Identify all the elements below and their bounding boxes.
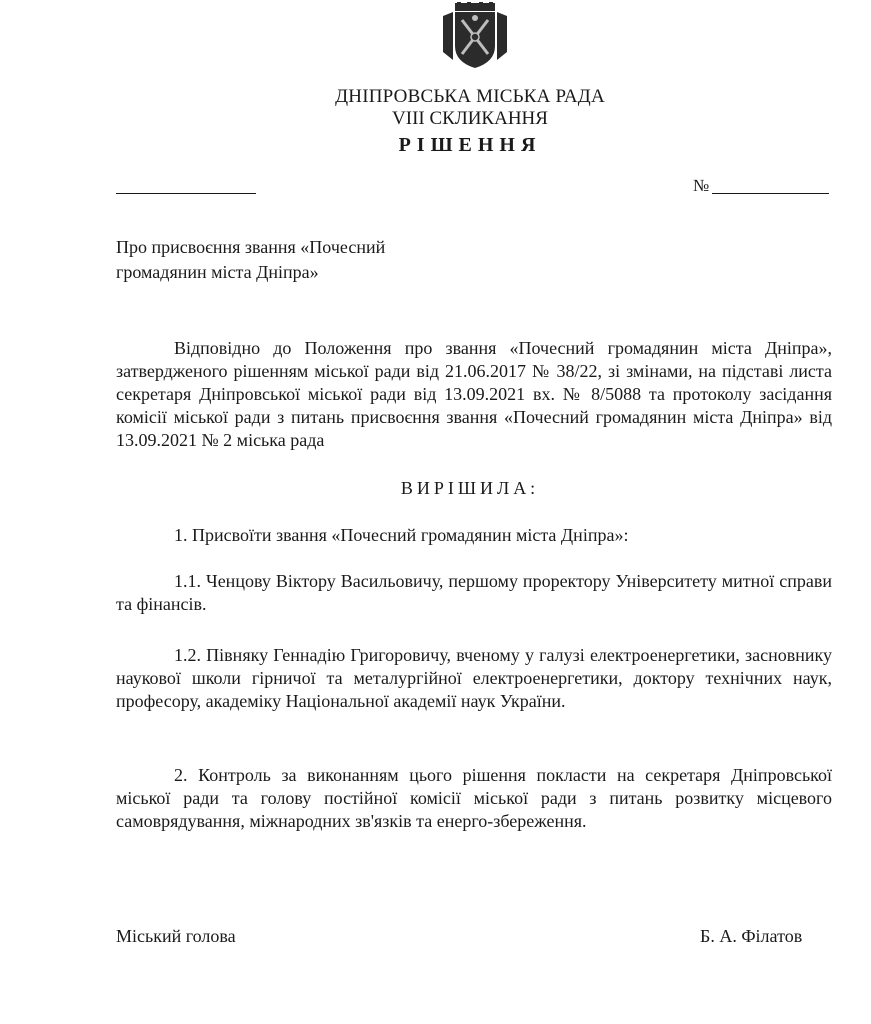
- item-1-1: 1.1. Ченцову Віктору Васильовичу, першому проректору Університету митної справи та фінансів.: [116, 571, 832, 614]
- decision-subject: Про присвоєння звання «Почесний громадянин міста Дніпра»: [116, 237, 386, 282]
- dnipro-coat-of-arms-icon: [437, 2, 513, 70]
- document-type: РІШЕННЯ: [398, 134, 542, 156]
- legal-basis-paragraph: Відповідно до Положення про звання «Почесний громадянин міста Дніпра», затвердженого рішенням міської ради від 21.06.2017 № 38/22, зі змінами, на підставі листа секретаря Дніпровської міської ради від 13.09.2021 вх. № 8/5088 та протоколу засідання комісії міської ради з питань присвоєння звання «Почесний громадянин міста Дніпра» від 13.09.2021 № 2 міська рада: [116, 338, 832, 450]
- convocation: VIII СКЛИКАННЯ: [392, 108, 548, 129]
- council-name: ДНІПРОВСЬКА МІСЬКА РАДА: [335, 86, 605, 107]
- signatory-name: Б. А. Філатов: [700, 926, 803, 946]
- signatory-position: Міський голова: [116, 926, 236, 946]
- resolved-heading: ВИРІШИЛА:: [400, 478, 540, 498]
- date-blank-line: [116, 193, 256, 194]
- item-1-2: 1.2. Півняку Геннадію Григоровичу, вченому у галузі електроенергетики, засновнику наукової школи гірничої та металургійної електроенергетики, доктору технічних наук, професору, академіку Національної академії наук України.: [116, 645, 832, 711]
- number-blank-line: [712, 193, 829, 194]
- number-label: №: [693, 176, 710, 195]
- item-1: 1. Присвоїти звання «Почесний громадянин міста Дніпра»:: [174, 525, 629, 545]
- item-2: 2. Контроль за виконанням цього рішення покласти на секретаря Дніпровської міської ради та голову постійної комісії міської ради з питань розвитку місцевого самоврядування, міжнародних зв'язків та енерго-збереження.: [116, 765, 832, 831]
